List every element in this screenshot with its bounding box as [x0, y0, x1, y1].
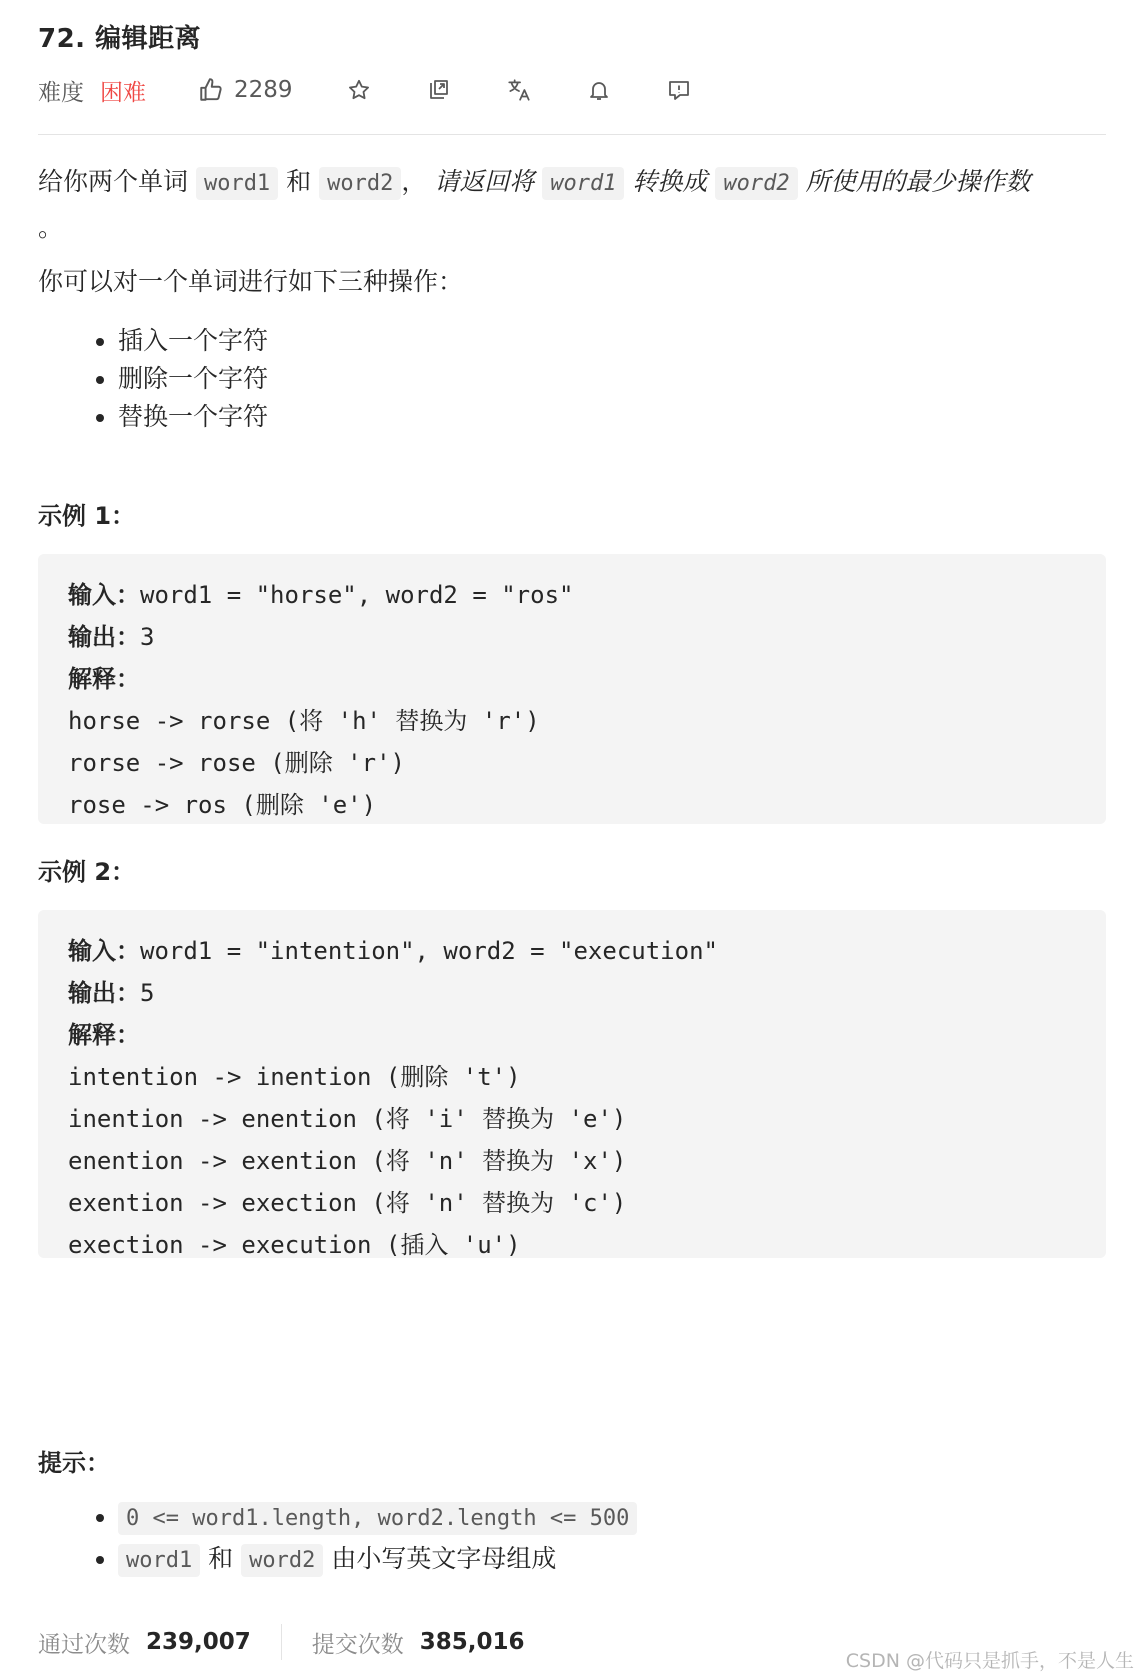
example-1-heading: 示例 1：: [38, 502, 136, 530]
example-2-heading: 示例 2：: [38, 858, 136, 886]
share-icon: [427, 78, 451, 102]
hints-heading: 提示：: [38, 1449, 110, 1477]
output-label: 输出：: [68, 979, 140, 1007]
explain-step: horse -> rorse (将 'h' 替换为 'r'): [68, 707, 540, 735]
input-value: word1 = "horse", word2 = "ros": [140, 581, 574, 609]
list-item: • 替换一个字符: [118, 398, 268, 436]
share-button[interactable]: [425, 76, 453, 104]
translate-icon: [506, 77, 532, 103]
code-word2: word2: [319, 167, 401, 200]
explain-step: exection -> execution (插入 'u'): [68, 1231, 521, 1259]
problem-meta-bar: [38, 70, 693, 110]
italic-text-3: 所使用的最少操作数: [797, 167, 1031, 196]
like-button[interactable]: [198, 77, 293, 103]
code-word2: word2: [241, 1544, 323, 1577]
difficulty-value: 困难: [100, 79, 146, 106]
like-count: 2289: [234, 77, 293, 103]
stats-divider: [281, 1624, 282, 1660]
input-value: word1 = "intention", word2 = "execution": [140, 937, 718, 965]
output-value: 5: [140, 979, 155, 1007]
explain-label: 解释：: [68, 1021, 140, 1049]
italic-text-2: 转换成: [624, 167, 716, 196]
operations-intro: 你可以对一个单词进行如下三种操作：: [38, 267, 464, 296]
csdn-watermark: CSDN @代码只是抓手，不是人生: [845, 1650, 1134, 1672]
explain-step: inention -> enention (将 'i' 替换为 'e'): [68, 1105, 627, 1133]
example-1-block: [38, 554, 1106, 824]
thumbs-up-icon: [198, 77, 224, 103]
translate-button[interactable]: [505, 76, 533, 104]
list-item: [118, 1539, 637, 1581]
favorite-button[interactable]: [345, 76, 373, 104]
submissions-value: 385,016: [419, 1629, 525, 1655]
list-item: • 删除一个字符: [118, 360, 268, 398]
explain-step: rorse -> rose (删除 'r'): [68, 749, 405, 777]
comma-text: ，: [401, 167, 435, 196]
period-text: 。: [38, 213, 64, 242]
accepted-value: 239,007: [146, 1629, 251, 1655]
problem-statement: [38, 160, 1106, 250]
code-word2-italic: word2: [715, 167, 797, 200]
star-icon: [347, 78, 371, 102]
output-label: 输出：: [68, 623, 140, 651]
feedback-button[interactable]: [665, 76, 693, 104]
operations-list: [38, 322, 268, 436]
input-label: 输入：: [68, 581, 140, 609]
code-word1-italic: word1: [542, 167, 624, 200]
explain-step: exention -> exection (将 'n' 替换为 'c'): [68, 1189, 627, 1217]
hints-list: [38, 1497, 637, 1581]
italic-text-1: 请返回将: [434, 167, 543, 196]
problem-title: 72. 编辑距离: [38, 24, 202, 54]
notify-button[interactable]: [585, 76, 613, 104]
explain-step: rose -> ros (删除 'e'): [68, 791, 377, 819]
and-text: 和: [200, 1544, 242, 1573]
code-word1: word1: [196, 167, 278, 200]
output-value: 3: [140, 623, 155, 651]
accepted-label: 通过次数: [38, 1631, 130, 1658]
and-text: 和: [278, 167, 320, 196]
bell-icon: [587, 78, 611, 102]
example-2-block: [38, 910, 1106, 1258]
submissions-label: 提交次数: [311, 1631, 404, 1658]
header-divider: [38, 134, 1106, 135]
explain-step: enention -> exention (将 'n' 替换为 'x'): [68, 1147, 627, 1175]
constraint-code: 0 <= word1.length, word2.length <= 500: [118, 1502, 637, 1535]
intro-text: 给你两个单词: [38, 167, 196, 196]
feedback-icon: [667, 78, 691, 102]
explain-step: intention -> inention (删除 't'): [68, 1063, 521, 1091]
lowercase-text: 由小写英文字母组成: [323, 1544, 557, 1573]
submission-stats: [38, 1622, 525, 1662]
code-word1: word1: [118, 1544, 200, 1577]
input-label: 输入：: [68, 937, 140, 965]
explain-label: 解释：: [68, 665, 140, 693]
difficulty-label: 难度: [38, 79, 84, 106]
list-item: [118, 1497, 637, 1539]
list-item: • 插入一个字符: [118, 322, 268, 360]
